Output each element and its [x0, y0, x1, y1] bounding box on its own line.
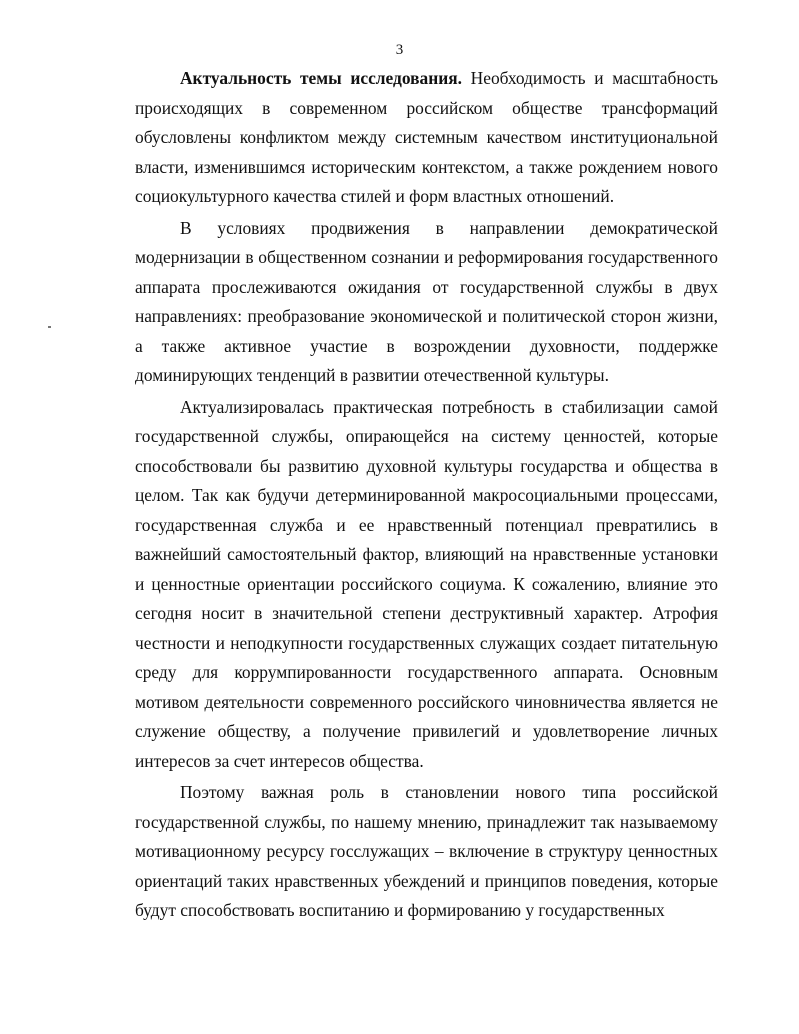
scan-mark — [48, 326, 51, 328]
paragraph-civil-service: Актуализировалась практическая потребность в стабилизации самой государственной службы, опирающейся на систему ценностей, которые способствовали бы развитию духовной культуры государства и общества в целом. Так как будучи детерминированной макросоциальными процессами, государственная служба и ее нравственный потенциал превратились в важнейший самостоятельный фактор, влияющий на нравственные установки и ценностные ориентации российского социума. К сожалению, влияние это сегодня носит в значительной степени деструктивный характер. Атрофия честности и неподкупности государственных служащих создает питательную среду для коррумпированности государственного аппарата. Основным мотивом деятельности современного российского чиновничества является не служение обществу, а получение привилегий и удовлетворение личных интересов за счет интересов общества. — [135, 396, 718, 771]
paragraph-modernization: В условиях продвижения в направлении демократической модернизации в общественном сознании и реформирования государственного аппарата прослеживаются ожидания от государственной службы в двух направлениях: преобразование экономической и политической сторон жизни, а также активное участие в возрождении духовности, поддержке доминирующих тенденций в развитии отечественной культуры. — [135, 217, 718, 385]
document-body — [135, 64, 718, 926]
paragraph-relevance — [135, 64, 718, 212]
paragraph-text: Необходимость и масштабность происходящих в современном российском обществе трансформаций обусловлены конфликтом между системным качеством институциональной власти, изменившимся историческим контекстом, а также рождением нового социокультурного качества стилей и форм властных отношений. — [135, 68, 718, 206]
paragraph-motivation: Поэтому важная роль в становлении нового типа российской государственной службы, по нашему мнению, принадлежит так называемому мотивационному ресурсу госслужащих – включение в структуру ценностных ориентаций таких нравственных убеждений и принципов поведения, которые будут способствовать воспитанию и формированию у государственных — [135, 782, 718, 920]
section-heading: Актуальность темы исследования. — [180, 68, 462, 88]
page-number: 3 — [395, 42, 404, 58]
